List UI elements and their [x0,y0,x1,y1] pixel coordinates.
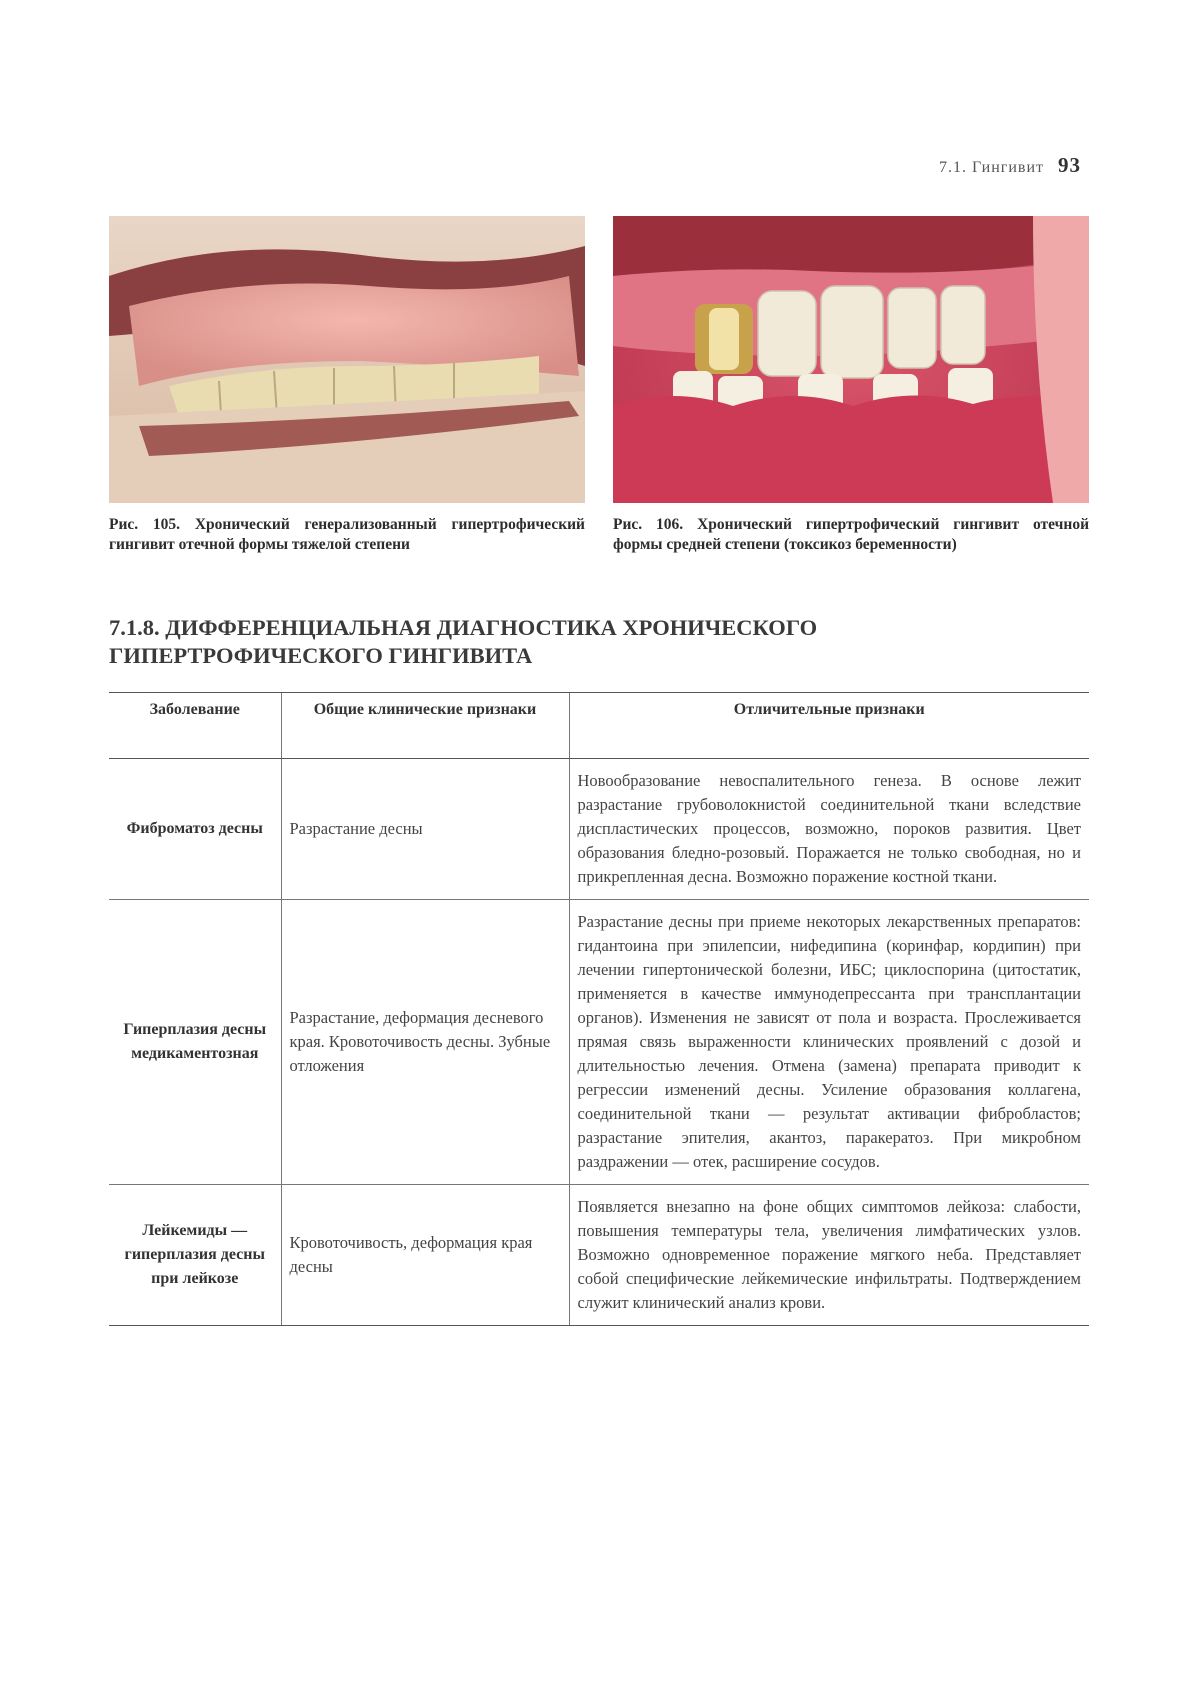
figure-106 [613,216,1089,555]
figure-106-caption: Рис. 106. Хронический гипертрофический гингивит отечной формы средней степени (токсикоз беременности) [613,516,1089,553]
running-head-section: 7.1. Гингивит [939,159,1044,176]
gingiva-photo-icon [109,216,585,503]
common-signs-cell: Разрастание десны [281,759,569,900]
disease-cell: Лейкемиды — гиперплазия десны при лейкозе [109,1185,281,1326]
column-header-disease: Заболевание [109,693,281,759]
common-signs-cell: Разрастание, деформация десневого края. Кровоточивость десны. Зубные отложения [281,900,569,1185]
table-row [109,1185,1089,1326]
distinctive-signs-cell: Новообразование невоспалительного генеза. В основе лежит разрастание грубоволокнистой соединительной ткани вследствие диспластических процессов, возможно, пороков развития. Цвет образования бледно-розовый. Поражается не только свободная, но и прикрепленная десна. Возможно поражение костной ткани. [569,759,1089,900]
common-signs-cell: Кровоточивость, деформация края десны [281,1185,569,1326]
differential-diagnosis-table [109,692,1089,1326]
figure-105-caption: Рис. 105. Хронический генерализованный гипертрофический гингивит отечной формы тяжелой степени [109,516,585,553]
table-row [109,900,1089,1185]
table-row [109,759,1089,900]
distinctive-signs-cell: Разрастание десны при приеме некоторых лекарственных препаратов: гидантоина при эпилепсии, нифедипина (коринфар, кордипин) при лечении гипертонической болезни, ИБС; циклоспорина (цитостатик, применяется в качестве иммунодепрессанта при трансплантации органов). Изменения не зависят от пола и возраста. Прослеживается прямая связь выраженности клинических проявлений с дозой и длительностью лечения. Отмена (замена) препарата приводит к регрессии изменений десны. Усиление образования коллагена, соединительной ткани — результат активации фибробластов; разрастание эпителия, акантоз, паракератоз. При микробном раздражении — отек, расширение сосудов. [569,900,1089,1185]
gingiva-photo-icon [613,216,1089,503]
running-head [939,153,1081,178]
column-header-distinctive-signs: Отличительные признаки [569,693,1089,759]
figure-105 [109,216,585,555]
table-header-row [109,693,1089,759]
section-title: 7.1.8. ДИФФЕРЕНЦИАЛЬНАЯ ДИАГНОСТИКА ХРОНИЧЕСКОГО ГИПЕРТРОФИЧЕСКОГО ГИНГИВИТА [109,615,818,668]
disease-cell: Гиперплазия десны медикаментозная [109,900,281,1185]
column-header-common-signs: Общие клинические признаки [281,693,569,759]
disease-cell: Фиброматоз десны [109,759,281,900]
distinctive-signs-cell: Появляется внезапно на фоне общих симптомов лейкоза: слабости, повышения температуры тела, увеличения лимфатических узлов. Возможно одновременное поражение мягкого неба. Представляет собой специфические лейкемические инфильтраты. Подтверждением служит клинический анализ крови. [569,1185,1089,1326]
page-number: 93 [1058,153,1081,177]
